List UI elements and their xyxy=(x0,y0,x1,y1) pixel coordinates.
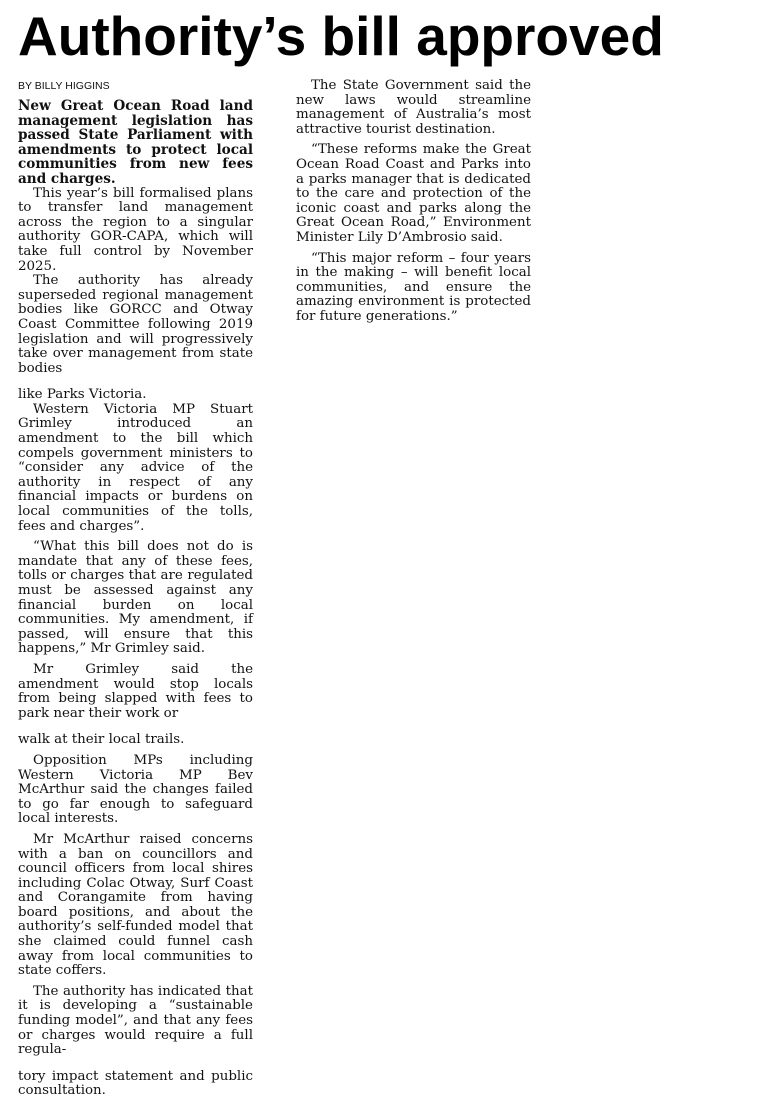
body-paragraph: tory impact statement and public consultation. xyxy=(18,1068,253,1099)
body-paragraph: “These reforms make the Great Ocean Road Coast and Parks into a parks manager that is dedicated to the care and protection of the iconic coast and parks along the Great Ocean Road,” Environment Minister Lily D’Ambrosio said. xyxy=(296,142,531,245)
body-paragraph: The authority has indicated that it is developing a “sustainable funding model”, and that any fees or charges would require a full regula- xyxy=(18,983,253,1058)
body-paragraph: Western Victoria MP Stuart Grimley introduced an amendment to the bill which compels government ministers to “consider any advice of the authority in respect of any financial impacts or burdens on local communities of the tolls, fees and charges”. xyxy=(18,401,253,534)
body-paragraph: like Parks Victoria. xyxy=(18,387,147,403)
body-paragraph: Mr Grimley said the amendment would stop locals from being slapped with fees to park near their work or xyxy=(18,661,253,721)
lead-paragraph: New Great Ocean Road land management legislation has passed State Parliament with amendments to protect local communities from new fees and charges. xyxy=(18,98,253,187)
body-paragraph: Opposition MPs including Western Victoria MP Bev McArthur said the changes failed to go far enough to safeguard local interests. xyxy=(18,752,253,827)
article-column-left xyxy=(18,99,253,1099)
headline: Authority’s bill approved xyxy=(18,5,664,67)
body-paragraph: Mr McArthur raised concerns with a ban on councillors and council officers from local shires including Colac Otway, Surf Coast and Corangamite from having board positions, and about the authority’s self-funded model that she claimed could funnel cash away from local communities to state coffers. xyxy=(18,831,253,979)
body-paragraph: walk at their local trails. xyxy=(18,732,185,748)
body-paragraph: This year’s bill formalised plans to transfer land management across the region to a singular authority GOR-CAPA, which will take full control by November 2025. xyxy=(18,185,253,274)
body-paragraph: “What this bill does not do is mandate that any of these fees, tolls or charges that are regulated must be assessed against any financial burden on local communities. My amendment, if passed, will ensure that this happens,” Mr Grimley said. xyxy=(18,539,253,657)
body-paragraph: “This major reform – four years in the making – will benefit local communities, and ensure the amazing environment is protected for future generations.” xyxy=(296,250,531,324)
byline: BY BILLY HIGGINS xyxy=(18,80,110,92)
body-paragraph: The State Government said the new laws would streamline management of Australia’s most attractive tourist destination. xyxy=(296,78,531,137)
article-column-right xyxy=(296,79,531,325)
body-paragraph: The authority has already superseded regional management bodies like GORCC and Otway Coast Committee following 2019 legislation and will progressively take over management from state bodies xyxy=(18,273,253,376)
